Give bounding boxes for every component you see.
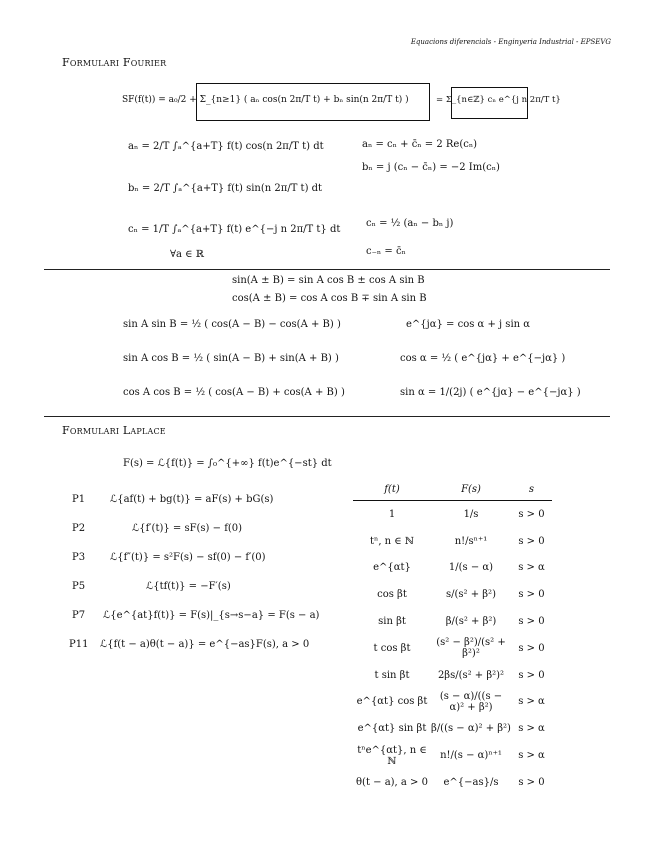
table-row — [353, 662, 552, 689]
cell-s: s > α — [518, 750, 545, 762]
cell-s: s > 0 — [518, 642, 545, 654]
laplace-section-title: Formulari Laplace — [62, 424, 166, 437]
forall-a: ∀a ∈ ℝ — [170, 249, 205, 260]
property-id: P5 — [72, 581, 86, 592]
cell-f: e^{αt} — [373, 562, 411, 574]
property-formula: ℒ{af(t) + bg(t)} = aF(s) + bG(s) — [110, 494, 274, 505]
property-id: P1 — [72, 494, 86, 505]
table-row — [353, 528, 552, 555]
divider-1 — [44, 269, 610, 270]
cell-F: 1/s — [463, 508, 479, 520]
table-row — [353, 769, 552, 796]
cell-F: β/(s² + β²) — [445, 616, 497, 628]
cell-s: s > 0 — [518, 508, 545, 520]
cos-exp-identity: cos α = ½ ( e^{jα} + e^{−jα} ) — [400, 353, 566, 364]
table-row — [353, 742, 552, 769]
cell-s: s > α — [518, 723, 545, 735]
cell-s: s > 0 — [518, 535, 545, 547]
cell-f: e^{αt} cos βt — [356, 696, 428, 708]
cell-F: 1/(s − α) — [448, 562, 494, 574]
cell-s: s > 0 — [518, 616, 545, 628]
cell-f: t sin βt — [374, 669, 410, 681]
cos-sum-identity: cos(A ± B) = cos A cos B ∓ sin A sin B — [232, 293, 427, 304]
cell-f: sin βt — [378, 616, 406, 628]
laplace-table — [353, 482, 552, 796]
bn-integral: bₙ = 2/T ∫ₐ^{a+T} f(t) sin(n 2π/T t) dt — [128, 183, 323, 194]
cn-integral: cₙ = 1/T ∫ₐ^{a+T} f(t) e^{−j n 2π/T t} dt — [128, 224, 341, 235]
table-row — [353, 555, 552, 582]
euler-identity: e^{jα} = cos α + j sin α — [406, 319, 531, 330]
property-id: P3 — [72, 552, 86, 563]
table-row — [353, 581, 552, 608]
property-formula: ℒ{f(t − a)θ(t − a)} = e^{−as}F(s), a > 0 — [100, 639, 310, 650]
cell-f: tⁿ, n ∈ ℕ — [369, 535, 415, 547]
cell-s: s > 0 — [518, 669, 545, 681]
cell-f: 1 — [388, 508, 396, 520]
sin-cos-identity: sin A cos B = ½ ( sin(A − B) + sin(A + B) ) — [123, 353, 339, 364]
cell-f: θ(t − a), a > 0 — [356, 776, 428, 788]
sin-exp-identity: sin α = 1/(2j) ( e^{jα} − e^{−jα} ) — [400, 387, 581, 398]
divider-2 — [44, 416, 610, 417]
property-formula: ℒ{e^{at}f(t)} = F(s)|_{s→s−a} = F(s − a) — [103, 610, 320, 621]
cell-f: tⁿe^{αt}, n ∈ ℕ — [357, 744, 427, 767]
laplace-definition: F(s) = ℒ{f(t)} = ∫₀^{+∞} f(t)e^{−st} dt — [123, 458, 332, 469]
cell-s: s > 0 — [518, 776, 545, 788]
cell-F: e^{−as}/s — [443, 776, 499, 788]
table-row — [353, 689, 552, 716]
c-minus-n-relation: c₋ₙ = c̄ₙ — [366, 246, 406, 257]
property-formula: ℒ{tf(t)} = −F′(s) — [146, 581, 231, 592]
bn-relation: bₙ = j (cₙ − c̄ₙ) = −2 Im(cₙ) — [362, 162, 500, 173]
cell-F: (s² − β²)/(s² + β²)² — [436, 637, 506, 660]
table-row — [353, 635, 552, 662]
cell-s: s > α — [518, 696, 545, 708]
table-row — [353, 608, 552, 635]
property-id: P7 — [72, 610, 86, 621]
property-id: P2 — [72, 523, 86, 534]
cell-f: t cos βt — [373, 642, 411, 654]
cell-f: e^{αt} sin βt — [357, 723, 427, 735]
property-id: P11 — [69, 639, 89, 650]
property-formula: ℒ{f″(t)} = s²F(s) − sf(0) − f′(0) — [110, 552, 266, 563]
page-header: Equacions diferencials - Enginyeria Industrial - EPSEVG — [410, 38, 611, 46]
an-relation: aₙ = cₙ + c̄ₙ = 2 Re(cₙ) — [362, 139, 478, 150]
cos-cos-identity: cos A cos B = ½ ( cos(A − B) + cos(A + B) ) — [123, 387, 345, 398]
column-header-s: s — [511, 482, 552, 501]
table-row — [353, 501, 552, 528]
cell-f: cos βt — [377, 589, 407, 601]
cell-F: n!/(s − α)ⁿ⁺¹ — [440, 750, 502, 762]
property-formula: ℒ{f′(t)} = sF(s) − f(0) — [132, 523, 243, 534]
cell-F: s/(s² + β²) — [446, 589, 496, 601]
column-header-f: f(t) — [353, 482, 431, 501]
sin-sum-identity: sin(A ± B) = sin A cos B ± cos A sin B — [232, 275, 425, 286]
cell-F: β/((s − α)² + β²) — [431, 723, 511, 735]
fourier-section-title: Formulari Fourier — [62, 56, 167, 69]
cell-F: 2βs/(s² + β²)² — [437, 669, 505, 681]
cell-F: n!/sⁿ⁺¹ — [454, 535, 488, 547]
cell-s: s > α — [518, 562, 545, 574]
sin-sin-identity: sin A sin B = ½ ( cos(A − B) − cos(A + B) ) — [123, 319, 341, 330]
table-row — [353, 715, 552, 742]
cell-F: (s − α)/((s − α)² + β²) — [439, 690, 503, 713]
sf-alt-formula: = Σ_{n∈ℤ} cₙ e^{j n 2π/T t} — [436, 95, 561, 105]
table-header-row — [353, 482, 552, 501]
cn-relation: cₙ = ½ (aₙ − bₙ j) — [366, 218, 454, 229]
an-integral: aₙ = 2/T ∫ₐ^{a+T} f(t) cos(n 2π/T t) dt — [128, 141, 324, 152]
sf-main-formula: SF(f(t)) = a₀/2 + Σ_{n≥1} ( aₙ cos(n 2π/T t) + bₙ sin(n 2π/T t) ) — [122, 95, 409, 105]
column-header-F: F(s) — [431, 482, 511, 501]
cell-s: s > 0 — [518, 589, 545, 601]
